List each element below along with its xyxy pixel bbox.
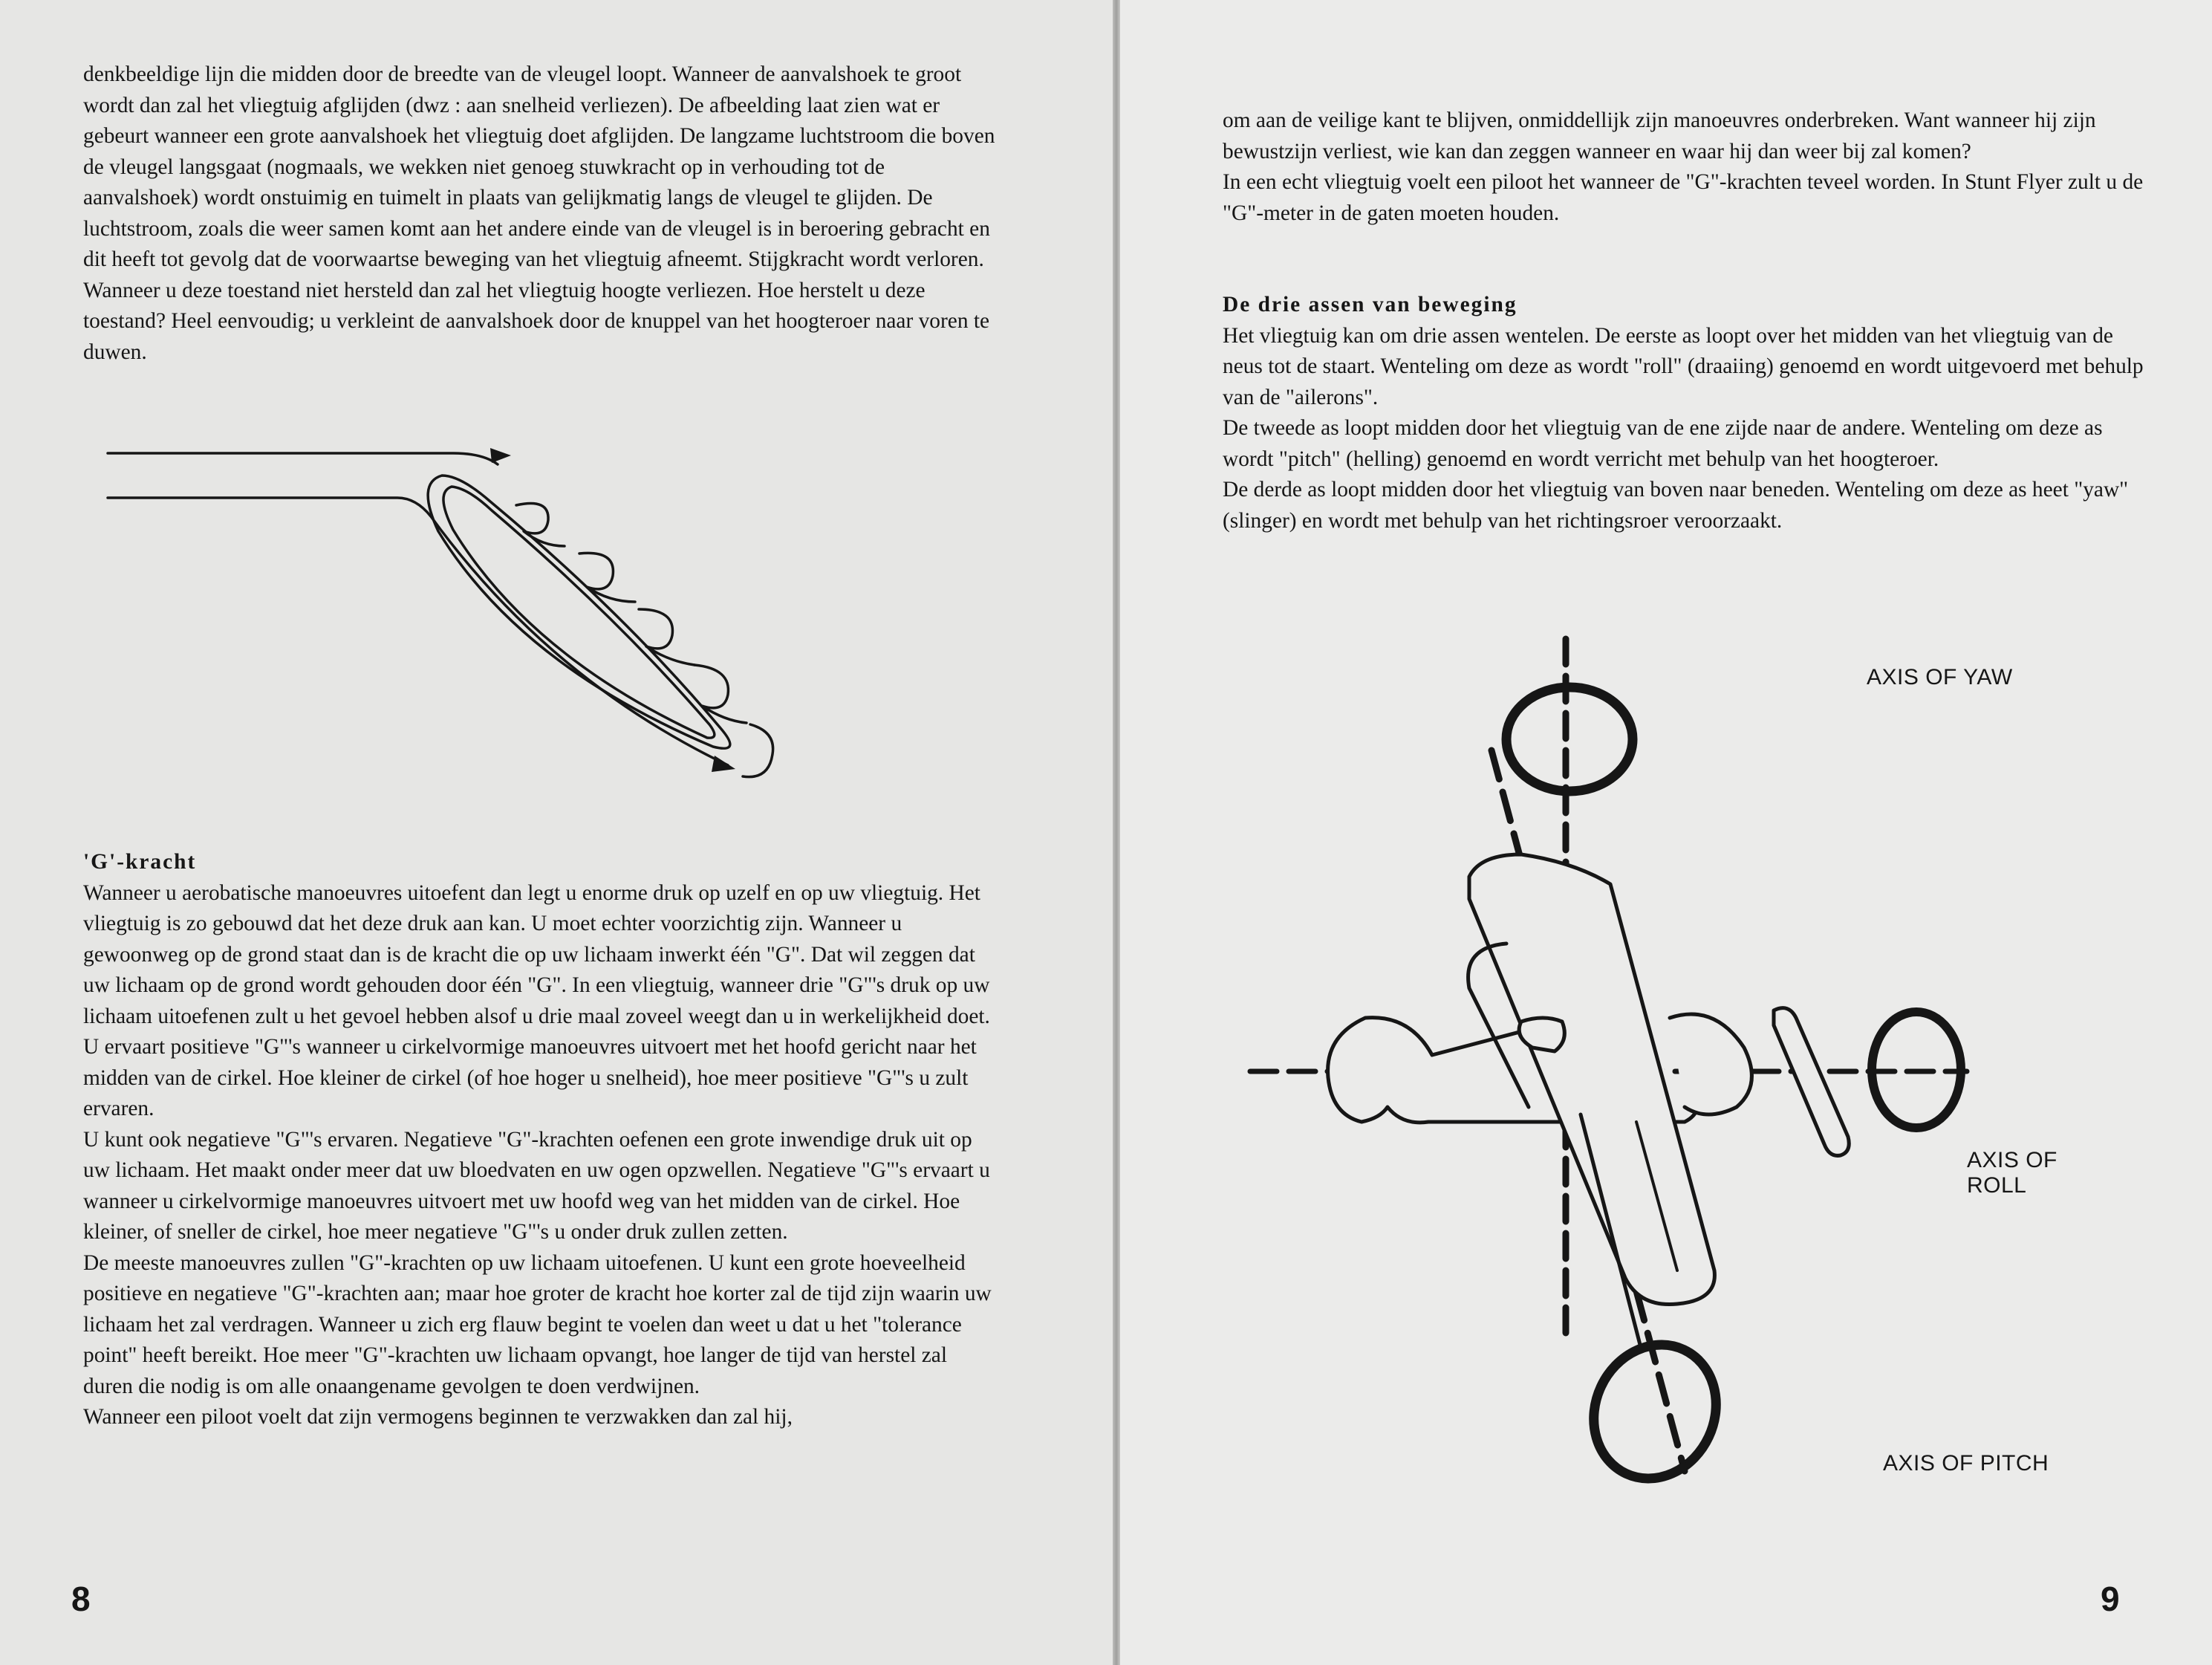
right-paragraph-3: Het vliegtuig kan om drie assen wentelen. De eerste as loopt over het midden van het vliegtuig van de neus tot de staart. Wenteling om deze as wordt "roll" (draaiing) genoemd en wordt uitgevoerd met behulp van de "ailerons". [1223, 323, 2144, 409]
right-paragraph-1: om aan de veilige kant te blijven, onmiddellijk zijn manoeuvres onderbreken. Want wanneer hij zijn bewustzijn verliest, wie kan dan zeggen wanneer en waar hij dan weer bij zal komen? [1223, 108, 2096, 163]
wing-stall-diagram [104, 442, 802, 795]
right-paragraph-5: De derde as loopt midden door het vliegtuig van boven naar beneden. Wenteling om deze as heet "yaw" (slinger) en wordt met behulp van het richtingsroer veroorzaakt. [1223, 478, 2129, 533]
left-paragraph-1: denkbeeldige lijn die midden door de breedte van de vleugel loopt. Wanneer de aanvalshoek te groot wordt dan zal het vliegtuig afglijden (dwz : aan snelheid verliezen). De afbeelding laat zien wat er gebeurt wanneer een grote aanvalshoek het vliegtuig doet afglijden. De langzame luchtstroom die boven de vleugel langsgaat (nogmaals, we wekken niet genoeg stuwkracht op in verhouding tot de aanvalshoek) wordt onstuimig en tuimelt in plaats van gelijkmatig langs de vleugel te glijden. De luchtstroom, zoals die weer samen komt aan het andere einde van de vleugel is in beroering gebracht en dit heeft tot gevolg dat de voorwaartse beweging van het vliegtuig afneemt. Stijgkracht wordt verloren. Wanneer u deze toestand niet hersteld dan zal het vliegtuig hoogte verliezen. Hoe herstelt u deze toestand? Heel eenvoudig; u verkleint de aanvalshoek door de knuppel van het hoogteroer naar voren te duwen. [83, 62, 995, 364]
aircraft-axes-figure [1224, 632, 2115, 1508]
g-force-heading: 'G'-kracht [83, 850, 197, 874]
axis-of-roll-label: AXIS OF ROLL [1967, 1148, 2058, 1198]
axis-of-yaw-label: AXIS OF YAW [1867, 665, 2013, 689]
book-gutter [1113, 0, 1120, 1665]
right-text-axes [1223, 290, 2144, 536]
right-text-top [1223, 106, 2144, 229]
right-paragraph-4: De tweede as loopt midden door het vliegtuig van de ene zijde naar de andere. Wenteling om deze as wordt "pitch" (helling) genoemd en wordt verricht met behulp van het hoogteroer. [1223, 416, 2103, 471]
page-number-left: 8 [71, 1580, 91, 1618]
aircraft-axes-diagram [1224, 632, 2115, 1508]
left-text-top [83, 59, 998, 368]
left-paragraph-3: U kunt ook negatieve "G"'s ervaren. Negatieve "G"-krachten oefenen een grote inwendige druk uit op uw lichaam. Het maakt onder meer dat uw bloedvaten en uw ogen opzwellen. Negatieve "G"'s ervaart u wanneer u cirkelvormige manoeuvres uitvoert met uw hoofd weg van het midden van de cirkel. Hoe kleiner, of sneller de cirkel, hoe meer negatieve "G"'s u onder druk zullen zetten. [83, 1127, 990, 1244]
left-paragraph-4: De meeste manoeuvres zullen "G"-krachten op uw lichaam uitoefenen. U kunt een grote hoeveelheid positieve en negatieve "G"-krachten aan; maar hoe groter de kracht hoe korter zal de tijd zijn waarin uw lichaam het zal verdragen. Wanneer u zich erg flauw begint te voelen dan weet u dat u het "tolerance point" heeft bereikt. Hoe meer "G"-krachten uw lichaam opvangt, hoe langer de tijd van herstel zal duren die nodig is om alle onaangename gevolgen te doen verdwijnen. [83, 1250, 992, 1398]
page-number-right: 9 [2101, 1580, 2120, 1618]
axes-heading: De drie assen van beweging [1223, 293, 1518, 317]
axis-of-pitch-label: AXIS OF PITCH [1883, 1451, 2049, 1476]
left-text-bottom [83, 847, 998, 1433]
left-paragraph-5: Wanneer een piloot voelt dat zijn vermogens beginnen te verzwakken dan zal hij, [83, 1405, 793, 1429]
right-page [1120, 0, 2212, 1665]
left-paragraph-2: Wanneer u aerobatische manoeuvres uitoefent dan legt u enorme druk op uzelf en op uw vliegtuig. Het vliegtuig is zo gebouwd dat het deze druk aan kan. U moet echter voorzichtig zijn. Wanneer u gewoonweg op de grond staat dan is de kracht die op uw lichaam inwerkt één "G". Dat wil zeggen dat uw lichaam op de grond wordt gehouden door één "G". In een vliegtuig, wanneer drie "G"'s druk op uw lichaam uitoefenen zult u het gevoel hebben alsof u drie maal zoveel weegt dan u in werkelijkheid doet. U ervaart positieve "G"'s wanneer u cirkelvormige manoeuvres uitvoert met het hoofd gericht naar het midden van de cirkel. Hoe kleiner de cirkel (of hoe hoger u snelheid), hoe meer positieve "G"'s u zult ervaren. [83, 880, 990, 1120]
right-paragraph-2: In een echt vliegtuig voelt een piloot het wanneer de "G"-krachten teveel worden. In Stunt Flyer zult u de "G"-meter in de gaten moeten houden. [1223, 170, 2144, 225]
